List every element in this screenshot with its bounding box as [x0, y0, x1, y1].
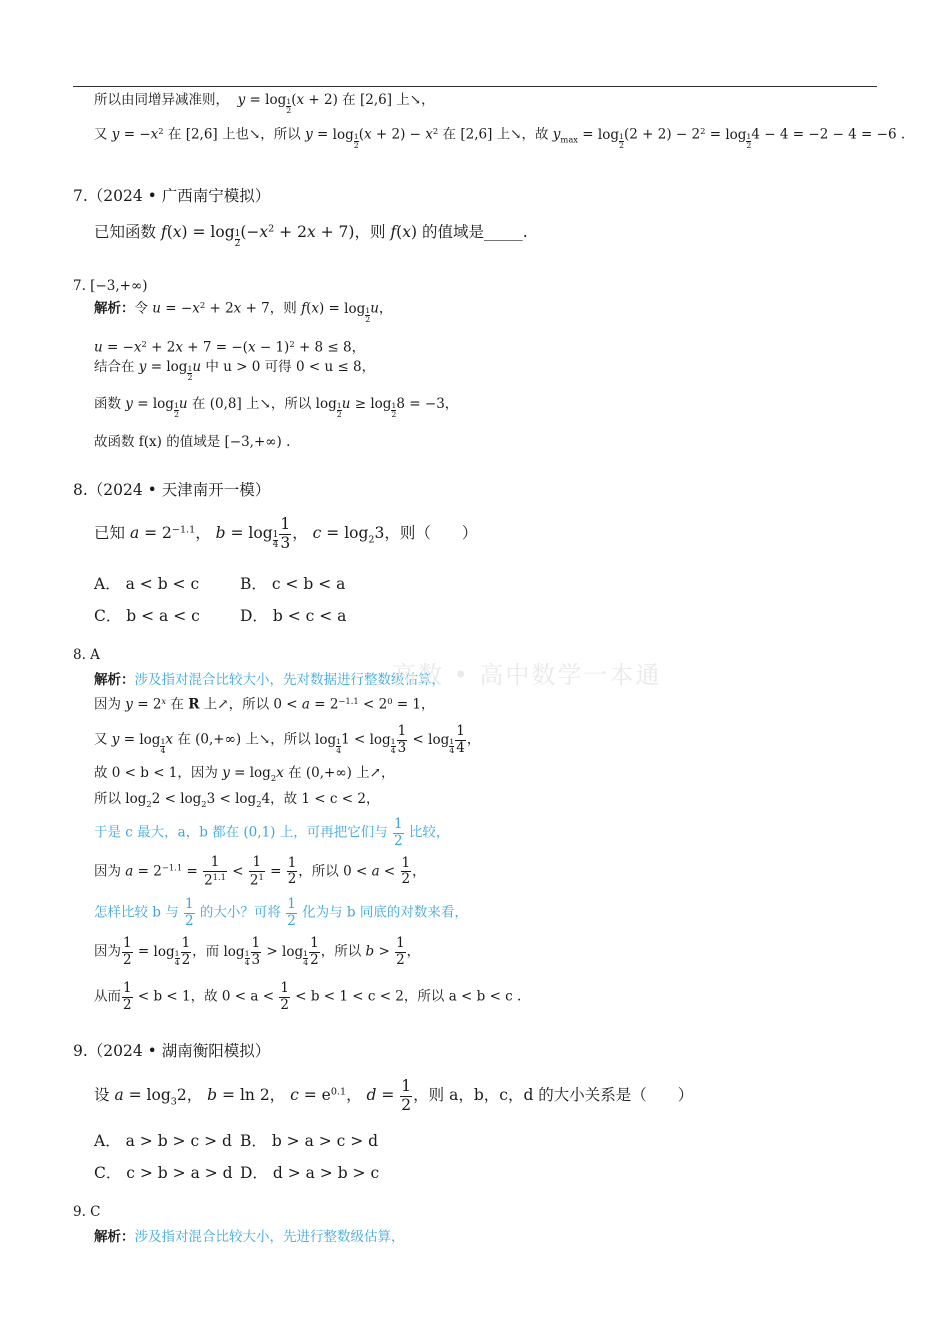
q8-line-1: 因为 $y = 2^x$ 在 R 上↗，所以 $0 < a = 2^{-1.1} < 2^0 = 1$， [94, 696, 435, 713]
q7-header: 7.（2024 • 广西南宁模拟） [73, 187, 271, 205]
intro-line-1: 所以由同增异减准则， y = log 1 2 (x + 2) 在 [2,6] 上↘， [94, 92, 435, 116]
q9-header: 9.（2024 • 湖南衡阳模拟） [73, 1042, 271, 1060]
intro-line-2: 又 $y = -x^2$ 在 [2,6] 上也↘，所以 y = log 1 2 $(x + 2) - x^2$ 在 [2,6] 上↘，故 $y_{max} = \log$ 1 2 $(2 + 2) - 2^2 = \log$ 1 2 4 − 4 = −2 − 4 = −6 . [94, 126, 906, 150]
q8-line-5: 因为 $a = 2^{-1.1}$ = $\frac{1}{2^{1.1}}$ < $\frac{1}{2^1}$ = $\frac{1}{2}$ ，所以 0 < a < $\frac{1}{2}$ ， [94, 854, 426, 889]
q7-solution-2: $u = -x^2 + 2x + 7 = -(x - 1)^2 + 8 \le 8$， [94, 339, 366, 356]
q8-hint-2: 于是 c 最大，a，b 都在 (0,1) 上，可再把它们与 $\frac{1}{2}$ 比较， [94, 816, 450, 849]
q9-stem: 设 $a = \log_32$， b = ln 2， $c = e^{0.1}$， d = $\frac{1}{2}$ ，则 a，b，c，d 的大小关系是（ ） [94, 1077, 694, 1114]
q9-hint: 解析：涉及指对混合比较大小，先进行整数级估算， [94, 1229, 405, 1245]
q9-option-a: A． a > b > c > d [94, 1132, 232, 1150]
q8-option-b: B． c < b < a [240, 575, 346, 593]
q8-option-c: C． b < a < c [94, 607, 200, 625]
q8-line-6: 因为 $\frac{1}{2}$ = log 1 4 $\frac{1}{2}$ ，而 log 1 4 $\frac{1}{3}$ > log 1 4 $\frac{1}{2}$ ，所以 b > $\frac{1}{2}$ ， [94, 935, 421, 968]
q9-option-b: B． b > a > c > d [240, 1132, 379, 1150]
q9-option-d: D． d > a > b > c [240, 1164, 380, 1182]
q8-line-7: 从而 $\frac{1}{2}$ < b < 1，故 0 < a < $\frac{1}{2}$ < b < 1 < c < 2，所以 a < b < c . [94, 980, 522, 1013]
watermark: 高数 • 高中数学一本通 [392, 661, 662, 689]
q7-solution-3: 结合在 y = log 1 2 u 中 u > 0 可得 0 < u ≤ 8， [94, 359, 376, 383]
q8-header: 8.（2024 • 天津南开一模） [73, 481, 271, 499]
q7-stem: 已知函数 f(x) = log 1 2 $(-x^2 + 2x + 7)$，则 f(x) 的值域是_____. [94, 223, 528, 250]
q8-answer: 8. A [73, 647, 100, 663]
header-rule [73, 86, 877, 87]
q7-solution-5: 故函数 f(x) 的值域是 [−3,+∞) . [94, 434, 291, 450]
q8-option-d: D． b < c < a [240, 607, 347, 625]
q8-stem: 已知 $a = 2^{-1.1}$， b = log 1 4 $\frac{1}{3}$ ， $c = \log_23$，则（ ） [94, 515, 478, 552]
q8-hint-1: 解析：涉及指对混合比较大小，先对数据进行整数级估算， [94, 672, 445, 688]
q8-line-2: 又 y = log 1 4 x 在 (0,+∞) 上↘，所以 log 1 4 1 < log 1 4 $\frac{1}{3}$ < log 1 4 $\frac{1}{4}$ ， [94, 723, 481, 756]
q8-line-3: 故 0 < b < 1，因为 $y = \log_2x$ 在 (0,+∞) 上↗， [94, 765, 395, 783]
q9-answer: 9. C [73, 1204, 101, 1220]
q7-solution-4: 函数 y = log 1 2 u 在 (0,8] 上↘，所以 log 1 2 u ≥ log 1 2 8 = −3， [94, 396, 459, 420]
q8-line-4: 所以 $\log_22 < \log_23 < \log_24$，故 1 < c < 2， [94, 791, 380, 809]
q7-solution-1: 解析：令 $u = -x^2 + 2x + 7$，则 f(x) = log 1 2 u， [94, 300, 393, 324]
q9-option-c: C． c > b > a > d [94, 1164, 233, 1182]
q7-answer: 7. [−3,+∞) [73, 278, 148, 294]
q8-option-a: A． a < b < c [94, 575, 200, 593]
q8-hint-3: 怎样比较 b 与 $\frac{1}{2}$ 的大小？可将 $\frac{1}{2}$ 化为与 b 同底的对数来看， [94, 896, 468, 929]
